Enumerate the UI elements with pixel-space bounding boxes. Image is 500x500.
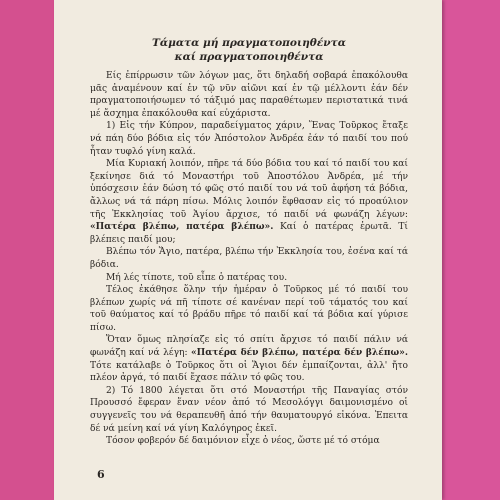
paragraph-7-after: Τότε κατάλαβε ὁ Τοῦρκος ὅτι οἱ Ἅγιοι δέν ἐμπαίζονται, ἀλλ' ἤτο πλέον ἀργά, τό παιδί ἔχασε πάλιν τό φῶς του. — [90, 360, 408, 384]
paragraph-9: Τόσον φοβερόν δέ δαιμόνιον εἶχε ὁ νέος, ὥστε μέ τό στόμα — [106, 436, 380, 447]
paragraph-6: Τέλος ἐκάθησε ὅλην τήν ἡμέραν ὁ Τοῦρκος μέ τό παιδί του βλέπων χωρίς νά πῆ τίποτε σέ κανέναν περί τοῦ τάματός του καί τοῦ θαύματος καί τό βράδυ πῆρε τό παιδί καί τά βόδια καί γύρισε πίσω. — [90, 285, 408, 333]
paragraph-8 — [90, 385, 408, 435]
paragraph-7-text: Ὅταν ὅμως πλησίαζε εἰς τό σπίτι ἄρχισε τό παιδί πάλιν νά φωνάζη καί νά λέγη: — [90, 335, 408, 359]
chapter-title-line-2: καί πραγματοποιηθέντα — [174, 51, 324, 63]
paragraph-8-after: Ἐπειτα δέ νά μείνη καί νά γίνη Καλόγηρος ἐκεῖ. — [90, 411, 408, 434]
page-number: 6 — [97, 468, 105, 481]
paragraph-1: Είς ἐπίρρωσιν τῶν λόγων μας, ὅτι δηλαδή σοβαρά ἐπακόλουθα μᾶς ἀναμένουν καί ἐν τῷ νῦν αἰῶνι καί ἐν τῷ μέλλοντι ἐάν δέν πραγματοποιήσωμεν τό τάξιμό μας παραθέτωμεν περιστατικά τινά μέ ἄσχημα ἐπακόλουθα καί εὐχάριστα. — [90, 71, 408, 119]
paragraph-7-quote: «Πατέρα δέν βλέπω, πατέρα δέν βλέπω». — [190, 347, 408, 359]
chapter-title — [90, 36, 408, 64]
paragraph-3-quote: «Πατέρα βλέπω, πατέρα βλέπω». — [90, 221, 274, 233]
paragraph-7 — [90, 334, 408, 384]
paragraph-3-text: Μία Κυριακή λοιπόν, πῆρε τά δύο βόδια του καί τό παιδί του καί ξεκίνησε διά τό Μοναστήρι τοῦ Ἀποστόλου Ἀνδρέα, μέ τήν ὑπόσχεσιν ἐάν δώση τό φῶς στό παιδί του νά τοῦ ἀφήση τά βόδια, ἄλλως νά τά πάρη πίσω. Μόλις λοιπόν ἔφθασαν εἰς τό προαύλιον τῆς Ἐκκλησίας τοῦ Ἁγίου ἄρχισε, τό παιδί νά φωνάζη λέγων: — [90, 159, 408, 220]
paragraph-2: 1) Εἰς τήν Κύπρον, παραδείγματος χάριν, Ἕνας Τοῦρκος ἔταξε νά πάη δύο βόδια εἰς τόν Ἀπόστολον Ἀνδρέα ἐάν τό παιδί του πού ἦταν τυφλό γίνη καλά. — [90, 121, 408, 157]
page-text-block — [90, 36, 408, 448]
chapter-title-line-1: Τάματα μή πραγματοποιηθέντα — [152, 37, 346, 49]
backdrop — [0, 0, 62, 500]
paragraph-4: Βλέπω τόν Ἅγιο, πατέρα, βλέπω τήν Ἐκκλησία του, ἐσένα καί τά βόδια. — [90, 247, 408, 270]
paragraph-3 — [90, 158, 408, 246]
paragraph-8-text: 2) Τό 1800 λέγεται ὅτι στό Μοναστήρι τῆς Παναγίας στόν Προυσσό ἔφεραν ἕναν νέον ἀπό τό Μεσολόγγι δαιμονισμένο οἱ συγγενεῖς του νά θεραπευθῆ ἀπό τήν θαυματουργό εἰκόνα. — [90, 385, 408, 422]
paragraph-3-after: Καί ὁ πατέρας ἐρωτᾶ. Τί βλέπεις παιδί μου; — [90, 222, 409, 245]
paragraph-5: Μή λές τίποτε, τοῦ εἶπε ὁ πατέρας του. — [106, 272, 288, 283]
book-page — [54, 0, 442, 500]
